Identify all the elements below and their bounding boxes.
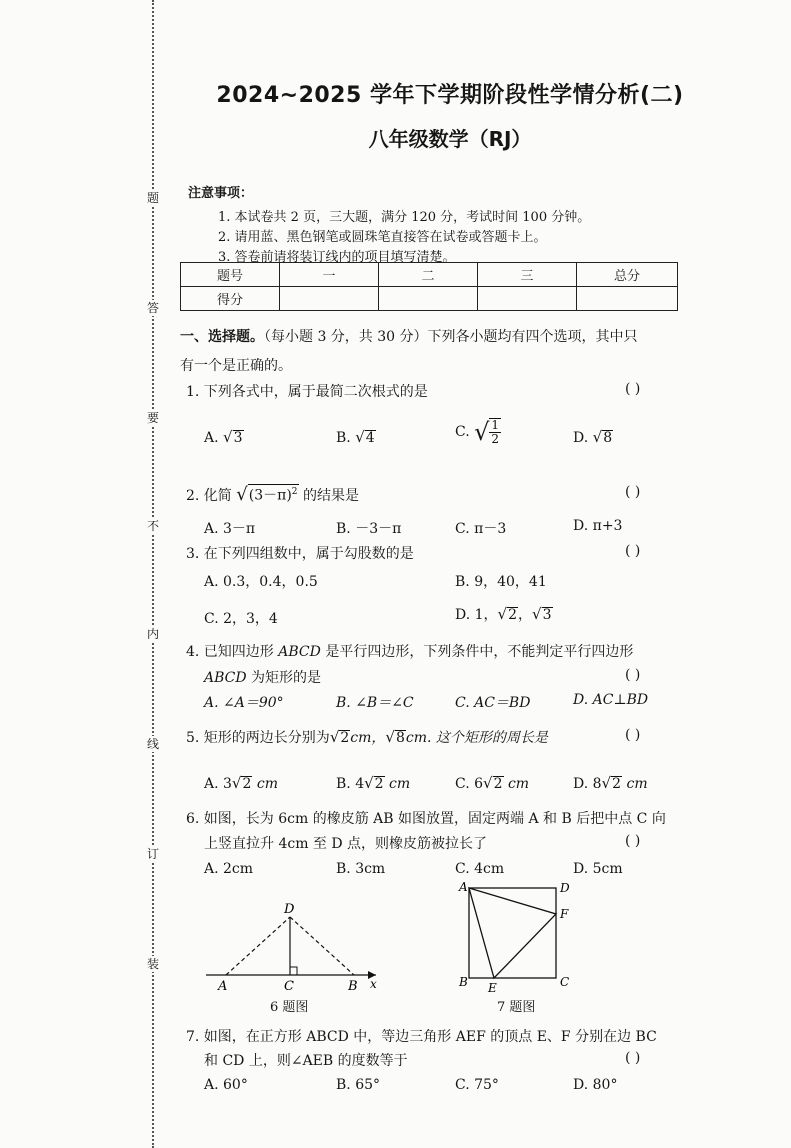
radicand-text: (3－π) [248, 488, 292, 504]
fig7-label: E [488, 981, 497, 995]
q7-answer-bracket[interactable]: ( ) [625, 1050, 641, 1066]
q3-answer-bracket[interactable]: ( ) [625, 543, 641, 559]
option-label: A. [204, 430, 219, 446]
q4-option-c[interactable]: C. AC＝BD [455, 695, 531, 711]
section1-desc-cont: 有一个是正确的。 [180, 358, 292, 374]
fig6-segment-db [290, 917, 354, 975]
q4-option-a[interactable]: A. ∠A＝90° [204, 695, 284, 711]
radicand [248, 484, 299, 503]
q6-stem: 6. 如图，长为 6cm 的橡皮筋 AB 如图放置，固定两端 A 和 B 后把中点 C 向 [186, 811, 666, 827]
score-table-score-row [181, 287, 678, 311]
score-cell[interactable] [478, 287, 577, 311]
radicand: 4 [365, 430, 375, 446]
section1-heading: 一、选择题。 [180, 329, 264, 345]
fig7-triangle [469, 888, 556, 978]
q4-stem-text: 为矩形的是 [246, 670, 322, 686]
fig6-label: A [218, 979, 228, 994]
fraction-numerator: 1 [491, 418, 500, 432]
q2-option-c[interactable]: C. π－3 [455, 521, 507, 537]
note-item: 1. 本试卷共 2 页，三大题，满分 120 分，考试时间 100 分钟。 [218, 210, 591, 225]
q7-stem: 7. 如图，在正方形 ABCD 中，等边三角形 AEF 的顶点 E、F 分别在边 BC [186, 1029, 657, 1045]
q2-option-a[interactable]: A. 3－π [204, 521, 256, 537]
q5-option-a[interactable]: A. 3√2 cm [204, 774, 278, 792]
q4-stem-text: 4. 已知四边形 [186, 644, 279, 660]
q5-stem-text: cm， [350, 730, 386, 746]
binding-char: 订 [142, 846, 164, 862]
q2-option-b[interactable]: B. －3－π [336, 521, 402, 537]
q7-stem-cont: 和 CD 上，则∠AEB 的度数等于 [204, 1053, 408, 1069]
q4-stem [186, 641, 633, 661]
q7-option-b[interactable]: B. 65° [336, 1077, 381, 1093]
q5-stem-text: 5. 矩形的两边长分别为 [186, 730, 330, 746]
score-table-header: 三 [478, 263, 577, 287]
q1-option-a[interactable]: A. √3 [204, 428, 243, 446]
q7-option-c[interactable]: C. 75° [455, 1077, 499, 1093]
fraction-denominator: 2 [491, 432, 500, 446]
q4-stem-cont [204, 667, 321, 687]
fig6-label: B [348, 979, 358, 994]
radicand: 2 [374, 776, 384, 792]
fig7-label: C [560, 975, 570, 989]
radicand: 3 [233, 430, 243, 446]
fig6-segment-ad [226, 917, 290, 975]
q6-option-c[interactable]: C. 4cm [455, 861, 505, 877]
unit: cm [622, 776, 648, 792]
radicand: 2 [508, 607, 518, 623]
q3-option-a[interactable]: A. 0.3，0.4，0.5 [204, 574, 318, 590]
q3-option-b[interactable]: B. 9，40，41 [455, 574, 547, 590]
fraction [489, 418, 501, 446]
binding-char: 不 [142, 518, 164, 534]
option-label: D. 8 [573, 776, 602, 792]
radicand: 2 [242, 776, 252, 792]
q3-option-d[interactable]: D. 1，√2，√3 [455, 605, 552, 623]
q7-option-d[interactable]: D. 80° [573, 1077, 618, 1093]
separator: ， [518, 607, 533, 623]
option-label: B. 4 [336, 776, 365, 792]
q4-option-b[interactable]: B. ∠B＝∠C [336, 695, 414, 711]
radicand: 2 [612, 776, 622, 792]
fig7-label: D [560, 881, 570, 895]
q2-answer-bracket[interactable]: ( ) [625, 484, 641, 500]
unit: cm [384, 776, 411, 792]
unit: cm [503, 776, 530, 792]
q2-stem: 2. 化简 $√(3-\pi)^2$ 的结果是 [186, 484, 359, 505]
radicand: 2 [340, 730, 350, 746]
fig6-right-angle-mark [290, 967, 297, 975]
section1-desc: （每小题 3 分，共 30 分）下列各小题均有四个选项，其中只 [264, 329, 638, 345]
exponent: 2 [291, 487, 298, 498]
page-title: 2024~2025 学年下学期阶段性学情分析(二) [216, 83, 684, 108]
fig6-label: C [284, 979, 294, 994]
radicand: 8 [603, 430, 613, 446]
unit: cm [252, 776, 278, 792]
figure-7 [456, 878, 576, 996]
score-cell[interactable] [577, 287, 678, 311]
binding-char: 内 [142, 626, 164, 642]
score-cell[interactable] [280, 287, 379, 311]
score-table-header: 总分 [577, 263, 678, 287]
score-table-header-row [181, 263, 678, 287]
page-subtitle: 八年级数学（RJ） [368, 127, 532, 151]
binding-char: 要 [142, 410, 164, 426]
fig6-label: D [284, 902, 295, 917]
option-label: D. 1， [455, 607, 498, 623]
binding-margin [0, 0, 170, 1148]
option-label: A. 3 [204, 776, 232, 792]
radicand: 2 [493, 776, 503, 792]
radicand: 8 [395, 730, 405, 746]
score-table-header: 题号 [181, 263, 280, 287]
fig7-label: F [560, 907, 569, 921]
q4-option-d[interactable]: D. AC⊥BD [573, 692, 649, 708]
q2-stem-text: 的结果是 [302, 488, 359, 504]
q6-answer-bracket[interactable]: ( ) [625, 833, 641, 849]
radicand: 3 [542, 607, 552, 623]
option-label: D. [573, 430, 589, 446]
q1-option-d[interactable]: D. √8 [573, 428, 613, 446]
option-label: C. [455, 424, 470, 440]
binding-char: 题 [142, 190, 164, 206]
q1-stem: 1. 下列各式中，属于最简二次根式的是 [186, 384, 428, 400]
q2-option-d[interactable]: D. π+3 [573, 518, 623, 534]
q4-answer-bracket[interactable]: ( ) [625, 667, 641, 683]
q5-stem: 5. 矩形的两边长分别为√2cm，√8cm. 这个矩形的周长是 [186, 728, 548, 746]
score-cell[interactable] [379, 287, 478, 311]
note-item: 3. 答卷前请将装订线内的项目填写清楚。 [218, 250, 456, 265]
fig7-caption: 7 题图 [497, 1000, 536, 1015]
notes-heading: 注意事项： [188, 186, 254, 201]
q6-option-b[interactable]: B. 3cm [336, 861, 386, 877]
option-label: B. [336, 430, 351, 446]
section1-line [180, 326, 638, 346]
q4-stem-abcd: ABCD [204, 670, 247, 686]
binding-char: 答 [142, 300, 164, 316]
score-row-label: 得分 [181, 287, 280, 311]
q1-option-b[interactable]: B. √4 [336, 428, 375, 446]
q6-stem-cont: 上竖直拉升 4cm 至 D 点，则橡皮筋被拉长了 [204, 836, 488, 852]
q4-stem-abcd: ABCD [278, 644, 321, 660]
q7-option-a[interactable]: A. 60° [204, 1077, 248, 1093]
q3-option-c[interactable]: C. 2，3，4 [204, 611, 278, 627]
binding-dotted-line [152, 0, 154, 1148]
score-table-header: 一 [280, 263, 379, 287]
q6-option-a[interactable]: A. 2cm [204, 861, 254, 877]
q2-stem-text: 2. 化简 [186, 488, 232, 504]
score-table [180, 262, 678, 311]
fig7-label: A [459, 880, 468, 894]
q1-option-c[interactable]: C. √ $\frac{1}{2}$ [455, 418, 500, 446]
fig7-label: B [459, 975, 468, 989]
note-item: 2. 请用蓝、黑色钢笔或圆珠笔直接答在试卷或答题卡上。 [218, 230, 547, 245]
binding-char: 装 [142, 956, 164, 972]
q1-answer-bracket[interactable]: ( ) [625, 381, 641, 397]
fig6-caption: 6 题图 [270, 1000, 309, 1015]
fig6-label: x [370, 977, 377, 991]
q6-option-d[interactable]: D. 5cm [573, 861, 623, 877]
binding-char: 线 [142, 736, 164, 752]
option-label: C. 6 [455, 776, 484, 792]
q3-stem: 3. 在下列四组数中，属于勾股数的是 [186, 546, 414, 562]
q4-stem-text: 是平行四边形，下列条件中，不能判定平行四边形 [320, 644, 634, 660]
q5-answer-bracket[interactable]: ( ) [625, 727, 641, 743]
figure-6 [198, 895, 388, 995]
q5-option-d[interactable]: D. 8√2 cm [573, 774, 648, 792]
q5-stem-text: cm. 这个矩形的周长是 [405, 730, 548, 746]
q5-option-c[interactable]: C. 6√2 cm [455, 774, 530, 792]
q5-option-b[interactable]: B. 4√2 cm [336, 774, 411, 792]
score-table-header: 二 [379, 263, 478, 287]
